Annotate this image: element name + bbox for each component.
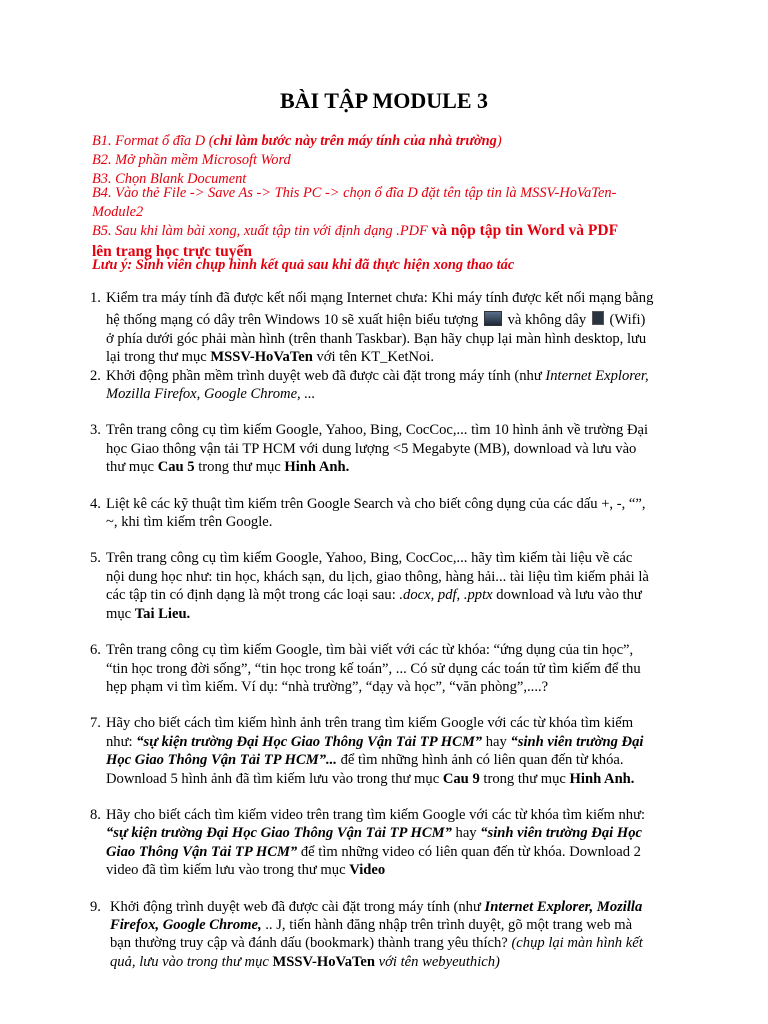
item-emphasis: Tai Lieu. bbox=[134, 605, 191, 622]
item-keyword: Giao Thông Vận Tải TP HCM” bbox=[106, 843, 298, 860]
item-text: hay bbox=[451, 825, 481, 842]
item-text: Hãy cho biết cách tìm kiếm video trên trang tìm kiếm Google với các từ khóa tìm kiếm như: bbox=[106, 806, 646, 823]
instruction-text: B5. Sau khi làm bài xong, xuất tập tin với định dạng .PDF bbox=[92, 223, 432, 239]
item-text: nội dung học như: tin học, khách sạn, du lịch, giao thông, hàng hải... tài liệu tìm kiếm phải là bbox=[106, 568, 649, 585]
page-title: BÀI TẬP MODULE 3 bbox=[279, 88, 488, 113]
monitor-icon bbox=[484, 311, 502, 326]
list-item bbox=[90, 549, 710, 623]
item-number: 5. bbox=[90, 550, 101, 567]
item-text: thư mục bbox=[106, 459, 158, 476]
list-item bbox=[90, 421, 710, 476]
item-text: Trên trang công cụ tìm kiếm Google, Yahoo, Bing, CocCoc,... tìm 10 hình ảnh về trường Đại bbox=[106, 422, 649, 439]
item-text: hẹp phạm vi tìm kiếm. Ví dụ: “nhà trường”, “dạy và học”, “văn phòng”,....? bbox=[106, 678, 549, 695]
instruction-emphasis: và nộp tập tin Word và PDF bbox=[431, 222, 619, 239]
item-text: với tên KT_KetNoi. bbox=[312, 349, 435, 366]
item-italic: quả, lưu vào trong thư mục bbox=[110, 953, 273, 970]
item-number: 6. bbox=[90, 642, 101, 659]
item-text: (Wifi) bbox=[609, 312, 646, 329]
item-text: .. J, tiến hành đăng nhập trên trình duyệt, gõ một trang web mà bbox=[261, 916, 633, 933]
item-keyword: Học Giao Thông Vận Tải TP HCM”... bbox=[106, 752, 337, 769]
item-text: ở phía dưới góc phải màn hình (trên thanh Taskbar). Bạn hãy chụp lại màn hình desktop, lưu bbox=[106, 330, 647, 347]
instruction-emphasis: lên trang học trực tuyến bbox=[92, 243, 252, 260]
item-italic: Internet Explorer, bbox=[545, 367, 649, 384]
instruction-text: B2. Mở phần mềm Microsoft Word bbox=[92, 152, 291, 168]
item-text: mục bbox=[106, 605, 135, 622]
item-emphasis: Hinh Anh. bbox=[569, 770, 635, 787]
instruction-text: ) bbox=[496, 133, 502, 149]
item-text: và không dây bbox=[507, 312, 587, 329]
item-keyword: “sinh viên trường Đại bbox=[510, 733, 644, 750]
item-text: Download 5 hình ảnh đã tìm kiếm lưu vào trong thư mục bbox=[106, 770, 443, 787]
note-text: Lưu ý: Sinh viên chụp hình kết quả sau khi đã thực hiện xong thao tác bbox=[92, 257, 515, 273]
item-text: Trên trang công cụ tìm kiếm Google, Yahoo, Bing, CocCoc,... hãy tìm kiếm tài liệu về các bbox=[106, 550, 633, 567]
item-keyword: Firefox, Google Chrome, bbox=[110, 916, 262, 933]
item-number: 3. bbox=[90, 422, 101, 439]
item-italic: (chụp lại màn hình kết bbox=[511, 935, 643, 952]
item-text: trong thư mục bbox=[194, 459, 285, 476]
list-item bbox=[90, 289, 710, 367]
instruction-b2 bbox=[92, 151, 692, 170]
item-emphasis: MSSV-HoVaTen bbox=[272, 953, 375, 970]
item-text: hay bbox=[482, 733, 511, 750]
item-italic: Mozilla Firefox, Google Chrome, ... bbox=[106, 386, 316, 403]
list-item bbox=[90, 495, 710, 532]
instruction-text: Module2 bbox=[92, 204, 144, 220]
item-text: video đã tìm kiếm lưu vào trong thư mục bbox=[106, 862, 350, 879]
item-text: như: bbox=[106, 733, 137, 750]
item-keyword: “sự kiện trường Đại Học Giao Thông Vận Tải TP HCM” bbox=[106, 825, 452, 842]
item-text: học Giao thông vận tải TP HCM với dung lượng <5 Megabyte (MB), download và lưu vào bbox=[106, 440, 637, 457]
item-text: trong thư mục bbox=[479, 770, 570, 787]
instruction-text: B1. Format ổ đĩa D ( bbox=[92, 133, 214, 149]
item-text: Khởi động trình duyệt web đã được cài đặt trong máy tính (như bbox=[110, 898, 485, 915]
item-text: Khởi động phần mềm trình duyệt web đã được cài đặt trong máy tính (như bbox=[106, 367, 546, 384]
item-text: ~, khi tìm kiếm trên Google. bbox=[106, 514, 273, 531]
item-emphasis: Cau 5 bbox=[157, 459, 195, 476]
list-item bbox=[90, 714, 710, 788]
item-text: Hãy cho biết cách tìm kiếm hình ảnh trên trang tìm kiếm Google với các từ khóa tìm kiếm bbox=[106, 715, 634, 732]
list-item bbox=[90, 641, 710, 696]
instruction-b4 bbox=[92, 184, 692, 222]
list-item bbox=[90, 898, 710, 972]
item-number: 9. bbox=[90, 898, 101, 915]
item-keyword: “sinh viên trường Đại Học bbox=[480, 825, 642, 842]
exercise-list bbox=[90, 289, 710, 971]
item-text: Trên trang công cụ tìm kiếm Google, tìm bài viết với các từ khóa: “ứng dụng của tin học”, bbox=[106, 642, 634, 659]
item-keyword: Internet Explorer, Mozilla bbox=[484, 898, 643, 915]
item-number: 4. bbox=[90, 495, 101, 512]
item-italic: với tên webyeuthich) bbox=[375, 953, 500, 970]
item-text: bạn thường truy cập và đánh dấu (bookmark) thành trang yêu thích? bbox=[110, 935, 512, 952]
item-number: 2. bbox=[90, 367, 101, 384]
item-number: 1. bbox=[90, 290, 101, 306]
item-text: để tìm những video có liên quan đến từ khóa. Download 2 bbox=[297, 843, 641, 860]
instruction-note bbox=[92, 256, 712, 275]
item-keyword: “sự kiện trường Đại Học Giao Thông Vận Tải TP HCM” bbox=[136, 733, 483, 750]
list-item bbox=[90, 367, 710, 404]
item-text: hệ thống mạng có dây trên Windows 10 sẽ xuất hiện biểu tượng bbox=[106, 312, 479, 329]
list-item bbox=[90, 806, 710, 880]
wifi-icon bbox=[592, 311, 604, 325]
instruction-text: B4. Vào thẻ File -> Save As -> This PC -> chọn ổ đĩa D đặt tên tập tin là MSSV-HoVaTen- bbox=[92, 185, 617, 201]
item-text: để tìm những hình ảnh có liên quan đến từ khóa. bbox=[336, 752, 624, 769]
item-emphasis: MSSV-HoVaTen bbox=[210, 349, 313, 366]
item-text: các tập tin có định dạng là một trong các loại sau: bbox=[106, 587, 400, 604]
item-emphasis: Hinh Anh. bbox=[284, 459, 350, 476]
instruction-emphasis: chỉ làm bước này trên máy tính của nhà trường bbox=[213, 133, 497, 149]
item-italic: .docx, pdf, .pptx bbox=[399, 587, 493, 604]
item-number: 7. bbox=[90, 715, 101, 732]
item-text: Liệt kê các kỹ thuật tìm kiếm trên Google Search và cho biết công dụng của các dấu +, -, “”, bbox=[106, 495, 646, 512]
item-text: download và lưu vào thư bbox=[492, 587, 642, 604]
instruction-text: B3. Chọn Blank Document bbox=[92, 171, 247, 187]
instruction-b1 bbox=[92, 132, 692, 151]
item-emphasis: Video bbox=[349, 862, 386, 879]
item-text: “tin học trong đời sống”, “tin học trong kế toán”, ... Có sử dụng các toán tử tìm kiếm để thu bbox=[106, 660, 641, 677]
item-text: lại trong thư mục bbox=[106, 349, 211, 366]
item-emphasis: Cau 9 bbox=[442, 770, 480, 787]
item-number: 8. bbox=[90, 806, 101, 823]
item-text: Kiểm tra máy tính đã được kết nối mạng Internet chưa: Khi máy tính được kết nối mạng bằng bbox=[106, 290, 654, 306]
